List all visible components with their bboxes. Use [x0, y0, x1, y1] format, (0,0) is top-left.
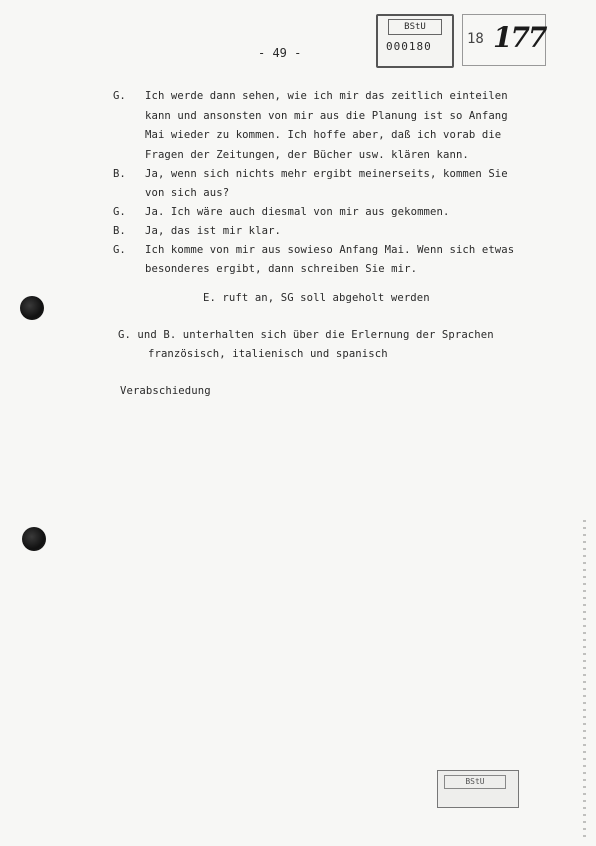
- dialogue-line: kann und ansonsten von mir aus die Planung ist so Anfang: [145, 110, 508, 122]
- paragraph-line: G. und B. unterhalten sich über die Erlernung der Sprachen: [118, 329, 494, 341]
- dialogue-line: Mai wieder zu kommen. Ich hoffe aber, daß ich vorab die: [145, 129, 502, 141]
- speaker-label: G.: [113, 244, 126, 256]
- note-line: E. ruft an, SG soll abgeholt werden: [203, 292, 430, 304]
- speaker-label: G.: [113, 206, 126, 218]
- speaker-label: G.: [113, 90, 126, 102]
- scan-edge-noise: [583, 520, 586, 840]
- dialogue-line: Ich komme von mir aus sowieso Anfang Mai. Wenn sich etwas: [145, 244, 515, 256]
- page-number-box: [462, 14, 546, 66]
- closing-line: Verabschiedung: [120, 385, 211, 397]
- speaker-label: B.: [113, 168, 126, 180]
- dialogue-line: Ja, das ist mir klar.: [145, 225, 282, 237]
- bottom-stamp: [437, 770, 519, 808]
- paragraph-line: französisch, italienisch und spanisch: [148, 348, 388, 360]
- dialogue-line: Ja. Ich wäre auch diesmal von mir aus gekommen.: [145, 206, 450, 218]
- dialogue-line: besonderes ergibt, dann schreiben Sie mir.: [145, 263, 418, 275]
- bottom-stamp-label: BStU: [444, 775, 506, 789]
- punch-hole: [22, 527, 46, 551]
- dialogue-line: Ich werde dann sehen, wie ich mir das zeitlich einteilen: [145, 90, 508, 102]
- archive-stamp-label: BStU: [388, 19, 442, 35]
- dialogue-line: Ja, wenn sich nichts mehr ergibt meinerseits, kommen Sie: [145, 168, 508, 180]
- old-page-number: 18: [467, 31, 484, 47]
- archive-number: 000180: [386, 40, 432, 53]
- handwritten-page-number: 177: [493, 21, 546, 54]
- dialogue-line: Fragen der Zeitungen, der Bücher usw. klären kann.: [145, 149, 469, 161]
- dialogue-line: von sich aus?: [145, 187, 230, 199]
- archive-stamp: [376, 14, 454, 68]
- speaker-label: B.: [113, 225, 126, 237]
- punch-hole: [20, 296, 44, 320]
- page-label: - 49 -: [258, 46, 302, 60]
